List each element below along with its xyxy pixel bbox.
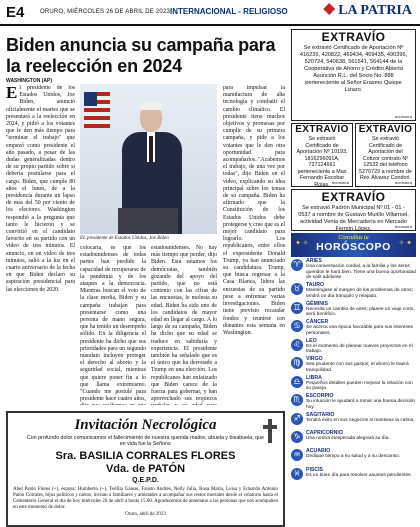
ad-body: Se extravió Certificado de Aportación Nº 416239, 420822, 469434, 469435, 490396, 520724, 540638, 561541, 564144 de la Cooperativa de Ahorro y Crédito Abierta Asunción R.L. del Socio No. 888 perteneciente al Señor Erasmo Quispe Lizazo. — [299, 45, 408, 93]
zodiac-sign-entry — [291, 301, 416, 318]
zodiac-aries-icon: ♈ — [291, 259, 303, 271]
zodiac-sign-entry — [291, 393, 416, 410]
page-number: E4 — [6, 4, 25, 21]
ad-title: EXTRAVÍO — [321, 190, 386, 204]
zodiac-sign-text: Dedique tiempo a su salud y a su descanso. — [306, 454, 401, 460]
obituary-title: Invitación Necrológica — [74, 417, 217, 433]
zodiac-sign-text: Pequeños detalles pueden mejorar la relación con su pareja. — [306, 380, 413, 392]
zodiac-sign-name: VIRGO — [306, 356, 323, 363]
lost-notice-ad — [291, 29, 416, 121]
horoscope-subtitle: Consultas tu — [338, 235, 369, 241]
ad-title: EXTRAVÍO — [321, 30, 386, 44]
zodiac-sign-entry — [291, 448, 416, 465]
article-byline: WASHINGTON (AP) — [6, 78, 53, 84]
logo-diamond-icon — [323, 3, 335, 15]
star-icon: ✧ ✦ — [398, 239, 412, 247]
deceased-name-line-2: Vda. de PATÓN — [105, 463, 186, 475]
article-column-2: colocaría, es que los estadounidenses de todas partes han perdido la capacidad de recuperarse de la pandemia y de los ataques a la democracia. Mientras buscan el voto de la clase media, Biden y su campaña trabajan para presentarse como una persona de mano segura, que ha tenido un desempeño sólido. En la diligencia el presidente ha dicho que sus prioridades para un segundo mandato incluyen proteger el derecho al aborto y la seguridad social, mientras que quiere poner fin a lo que llama extremismo. "Cuando me postulé para presidente hace cuatro años, — [80, 245, 146, 403]
zodiac-sign-entry — [291, 258, 416, 281]
lost-notice-ad — [291, 123, 353, 187]
ad-reference: B60 8MZ8-B — [395, 225, 412, 229]
zodiac-sign-text: Una conversación cordial, a la familia y los seres queridos le hará bien. Tiene una buena oportunidad de salir adelante. — [306, 264, 416, 281]
zodiac-capricornio-icon: ♑ — [291, 431, 303, 443]
zodiac-sign-name: CAPRICORNIO — [306, 430, 343, 437]
zodiac-sign-entry — [291, 282, 416, 299]
zodiac-sign-name: ACUARIO — [306, 448, 331, 455]
ad-reference: B60 8MZ8-B — [332, 181, 349, 185]
zodiac-sign-text: Manténgase al margen de los problemas de otros; tendrá un día tranquilo y relajado. — [306, 288, 413, 299]
brand-name: LA PATRIA — [338, 3, 412, 18]
article-headline: Biden anuncia su campaña para la reelección en 2024 — [6, 35, 276, 76]
zodiac-sign-text: Se acerca una época favorable para sus intereses personales. — [306, 325, 413, 336]
photo-caption: EL presidente de Estados Unidos, Joe Biden — [80, 236, 169, 241]
ad-reference: B60 8MZ8-B — [395, 181, 412, 185]
zodiac-sign-text: Necesita un cambio de aires; planee un viaje corto, será benéfico. — [306, 306, 415, 318]
cross-icon — [263, 419, 277, 443]
obituary-intro: Con profundo dolor comunicamos el fallecimiento de nuestra querida madre, abuela y bisabuela, que en vida fue la Señora: — [26, 435, 265, 447]
ad-reference: B60 8MZ8-B — [395, 115, 412, 119]
page-header — [0, 0, 420, 26]
zodiac-gminis-icon: ♊ — [291, 302, 303, 314]
obituary-date: Oruro, abril de 2023 — [125, 512, 166, 517]
horoscope-title: HORÓSCOPO — [316, 241, 391, 253]
zodiac-sign-name: GÉMINIS — [306, 300, 328, 307]
drop-cap: E — [6, 85, 18, 102]
podium — [118, 208, 178, 234]
zodiac-virgo-icon: ♍ — [291, 357, 303, 369]
article-column-4: para impulsar la manufactura de alta tecnología y combatir el cambio climático. El presidente tiene muchos objetivos y promesas por cumplir de su primera campaña, y pide a los votantes que le den otra oportunidad para acompañarlos. "Acabemos el trabajo, de una vez por todas", dijo Biden en el video, explicando su idea principal sobre los temas de su campaña. Biden ha afirmado que la Constitución de los Estados Unidos debe protegerse y cree que es el mejor candidato para lograrlo. Los republicanos, entre ellos el expresidente Donald Trump, ya han anunciado su candidatura. Trump, que busca regresar a la Casa Blanca, lidera las encuestas de su partido pese a enfrentar varias investigaciones. Biden tiene previsto recaudar fondos y reunirse con donantes esta semana en Washington. — [223, 85, 285, 336]
zodiac-sagitario-icon: ♐ — [291, 413, 303, 425]
ad-body: Se extravió Certificado de Aportación Nº 10193, 1816296091A, 727124661 perteneciente a Max Fernando Escobar Rojas. — [296, 136, 348, 188]
article-photo — [80, 84, 217, 234]
zodiac-sign-text: Una noticia inesperada alegrará su día. — [306, 436, 390, 442]
ad-title: EXTRAVÍO — [295, 124, 349, 135]
zodiac-piscis-icon: ♓ — [291, 468, 303, 480]
zodiac-sign-text: Tendrá éxito en sus negocios si mantiene la calma. — [306, 417, 415, 423]
deceased-name: Sra. BASILIA CORRALES FLORES — [55, 450, 236, 462]
zodiac-sign-list — [291, 258, 416, 483]
zodiac-acuario-icon: ♒ — [291, 449, 303, 461]
column-1-text: l presidente de los Estados Unidos, Joe Biden, anunció oficialmente el martes que se presentará a la reelección en 2024, y pidió a los votantes que le den más tiempo para "terminar el trabajo" que empezó como presidente el año pasado, a pesar de las dudas generalizadas dentro de su propio partido sobre si debería postularse para el cargo. Biden, que cumple 80 años el lunes, de a la presidencia durante un lapso de más del 50 por ciento de los electores. Washington respondió a la pregunta que tanto le hicieron y se convirtió en el candidato favorito en su partido con un video de tres minutos. El anuncio, en un video de tres minutos, salió a la luz en el cuarto aniversario de la fecha en que Biden declaró su aspiración presidencial para las elecciones de 2020. — [6, 85, 75, 293]
zodiac-libra-icon: ♎ — [291, 376, 303, 388]
zodiac-sign-name: SAGITARIO — [306, 411, 335, 418]
obituary-notice — [6, 411, 285, 527]
obituary-body: Abel Patón Flores (+), esposa: Humberto (+), Teófila Galeas, Fausto Andrés, Nelly Julia, Rosa María, Luisa y Eduardo Antonio Patón Corrales, hijos políticos y nietos, invitan a familiares y amistades a acompañar sus restos mortales desde el velatorio hasta el Cementerio General el día de hoy miércoles 26 de abril a horas 15:00. Agradecemos de antemano a las personas que nos acompañen en este momento de dolor. — [13, 487, 278, 510]
zodiac-cncer-icon: ♋ — [291, 320, 303, 332]
article-column-3: estadounidenses. No hay más tiempo que perder, dijo Biden. Está estamos los demócratas, también gozando del apoyo del partido, que no está contento con las cifras de las encuestas, le molesta su edad. Biden ha sido uno de los candidatos de mayor edad en llegar al cargo. A lo largo de su campaña, Biden ha dicho que su edad se traduce en sabiduría y experiencia. El presidente también ha señalado que es el único que ha derrotado a Trump en una elección. Los republicanos han enfatizado que Biden carece de la fuerza para gobernar, y han aprovechado sus tropiezos — [151, 245, 217, 403]
ad-body: Se extravió Padrón Municipal Nº 01 - 01 - 0537 a nombre de Gustavo Murillo Villarroel, actividad Venta de Mercadería en Mercado Fermín López. — [298, 205, 409, 232]
zodiac-sign-name: LIBRA — [306, 374, 322, 381]
zodiac-leo-icon: ♌ — [291, 339, 303, 351]
zodiac-sign-name: LEO — [306, 337, 317, 344]
ad-body: Se extravió Certificado de Aportación del Cotizor contrato Nº 12532 del teléfono 5270729 a nombre de Rex Álvarez Condori. — [359, 136, 412, 181]
us-flag-icon — [84, 92, 110, 128]
zodiac-sign-text: Su intuición le ayudará a tomar una buena decisión hoy. — [306, 399, 416, 410]
zodiac-sign-entry — [291, 319, 416, 336]
zodiac-sign-name: ARIES — [306, 258, 322, 265]
zodiac-sign-entry — [291, 375, 416, 392]
star-icon: ✦ ✧ — [295, 239, 309, 247]
zodiac-sign-name: PISCIS — [306, 466, 324, 473]
rip-text: Q.E.P.D. — [132, 477, 159, 484]
zodiac-sign-text: Sea prudente con sus gastos; el ahorro le traerá tranquilidad. — [306, 362, 409, 373]
section-title: INTERNACIONAL - RELIGIOSO — [170, 7, 288, 16]
horoscope-banner — [291, 233, 416, 257]
zodiac-escorpio-icon: ♏ — [291, 394, 303, 406]
zodiac-sign-name: TAURO — [306, 282, 325, 289]
zodiac-sign-text: Es el momento de planear nuevos proyectos en el trabajo. — [306, 343, 413, 355]
zodiac-sign-name: CÁNCER — [306, 319, 329, 326]
ad-title: EXTRAVÍO — [358, 124, 413, 135]
horoscope-section — [291, 233, 416, 527]
dateline: ORURO, MIÉRCOLES 26 DE ABRIL DE 2023 — [40, 9, 171, 15]
zodiac-sign-entry — [291, 430, 416, 447]
zodiac-sign-entry — [291, 412, 416, 429]
zodiac-sign-entry — [291, 356, 416, 373]
newspaper-logo — [323, 3, 412, 19]
zodiac-sign-entry — [291, 467, 416, 484]
zodiac-tauro-icon: ♉ — [291, 283, 303, 295]
article-column-1 — [6, 85, 75, 313]
zodiac-sign-entry — [291, 338, 416, 355]
lost-notice-ad — [355, 123, 416, 187]
zodiac-sign-name: ESCORPIO — [306, 393, 334, 400]
lost-notice-ad — [291, 189, 416, 231]
zodiac-sign-text: Es un buen día para resolver asuntos pendientes. — [306, 472, 412, 478]
